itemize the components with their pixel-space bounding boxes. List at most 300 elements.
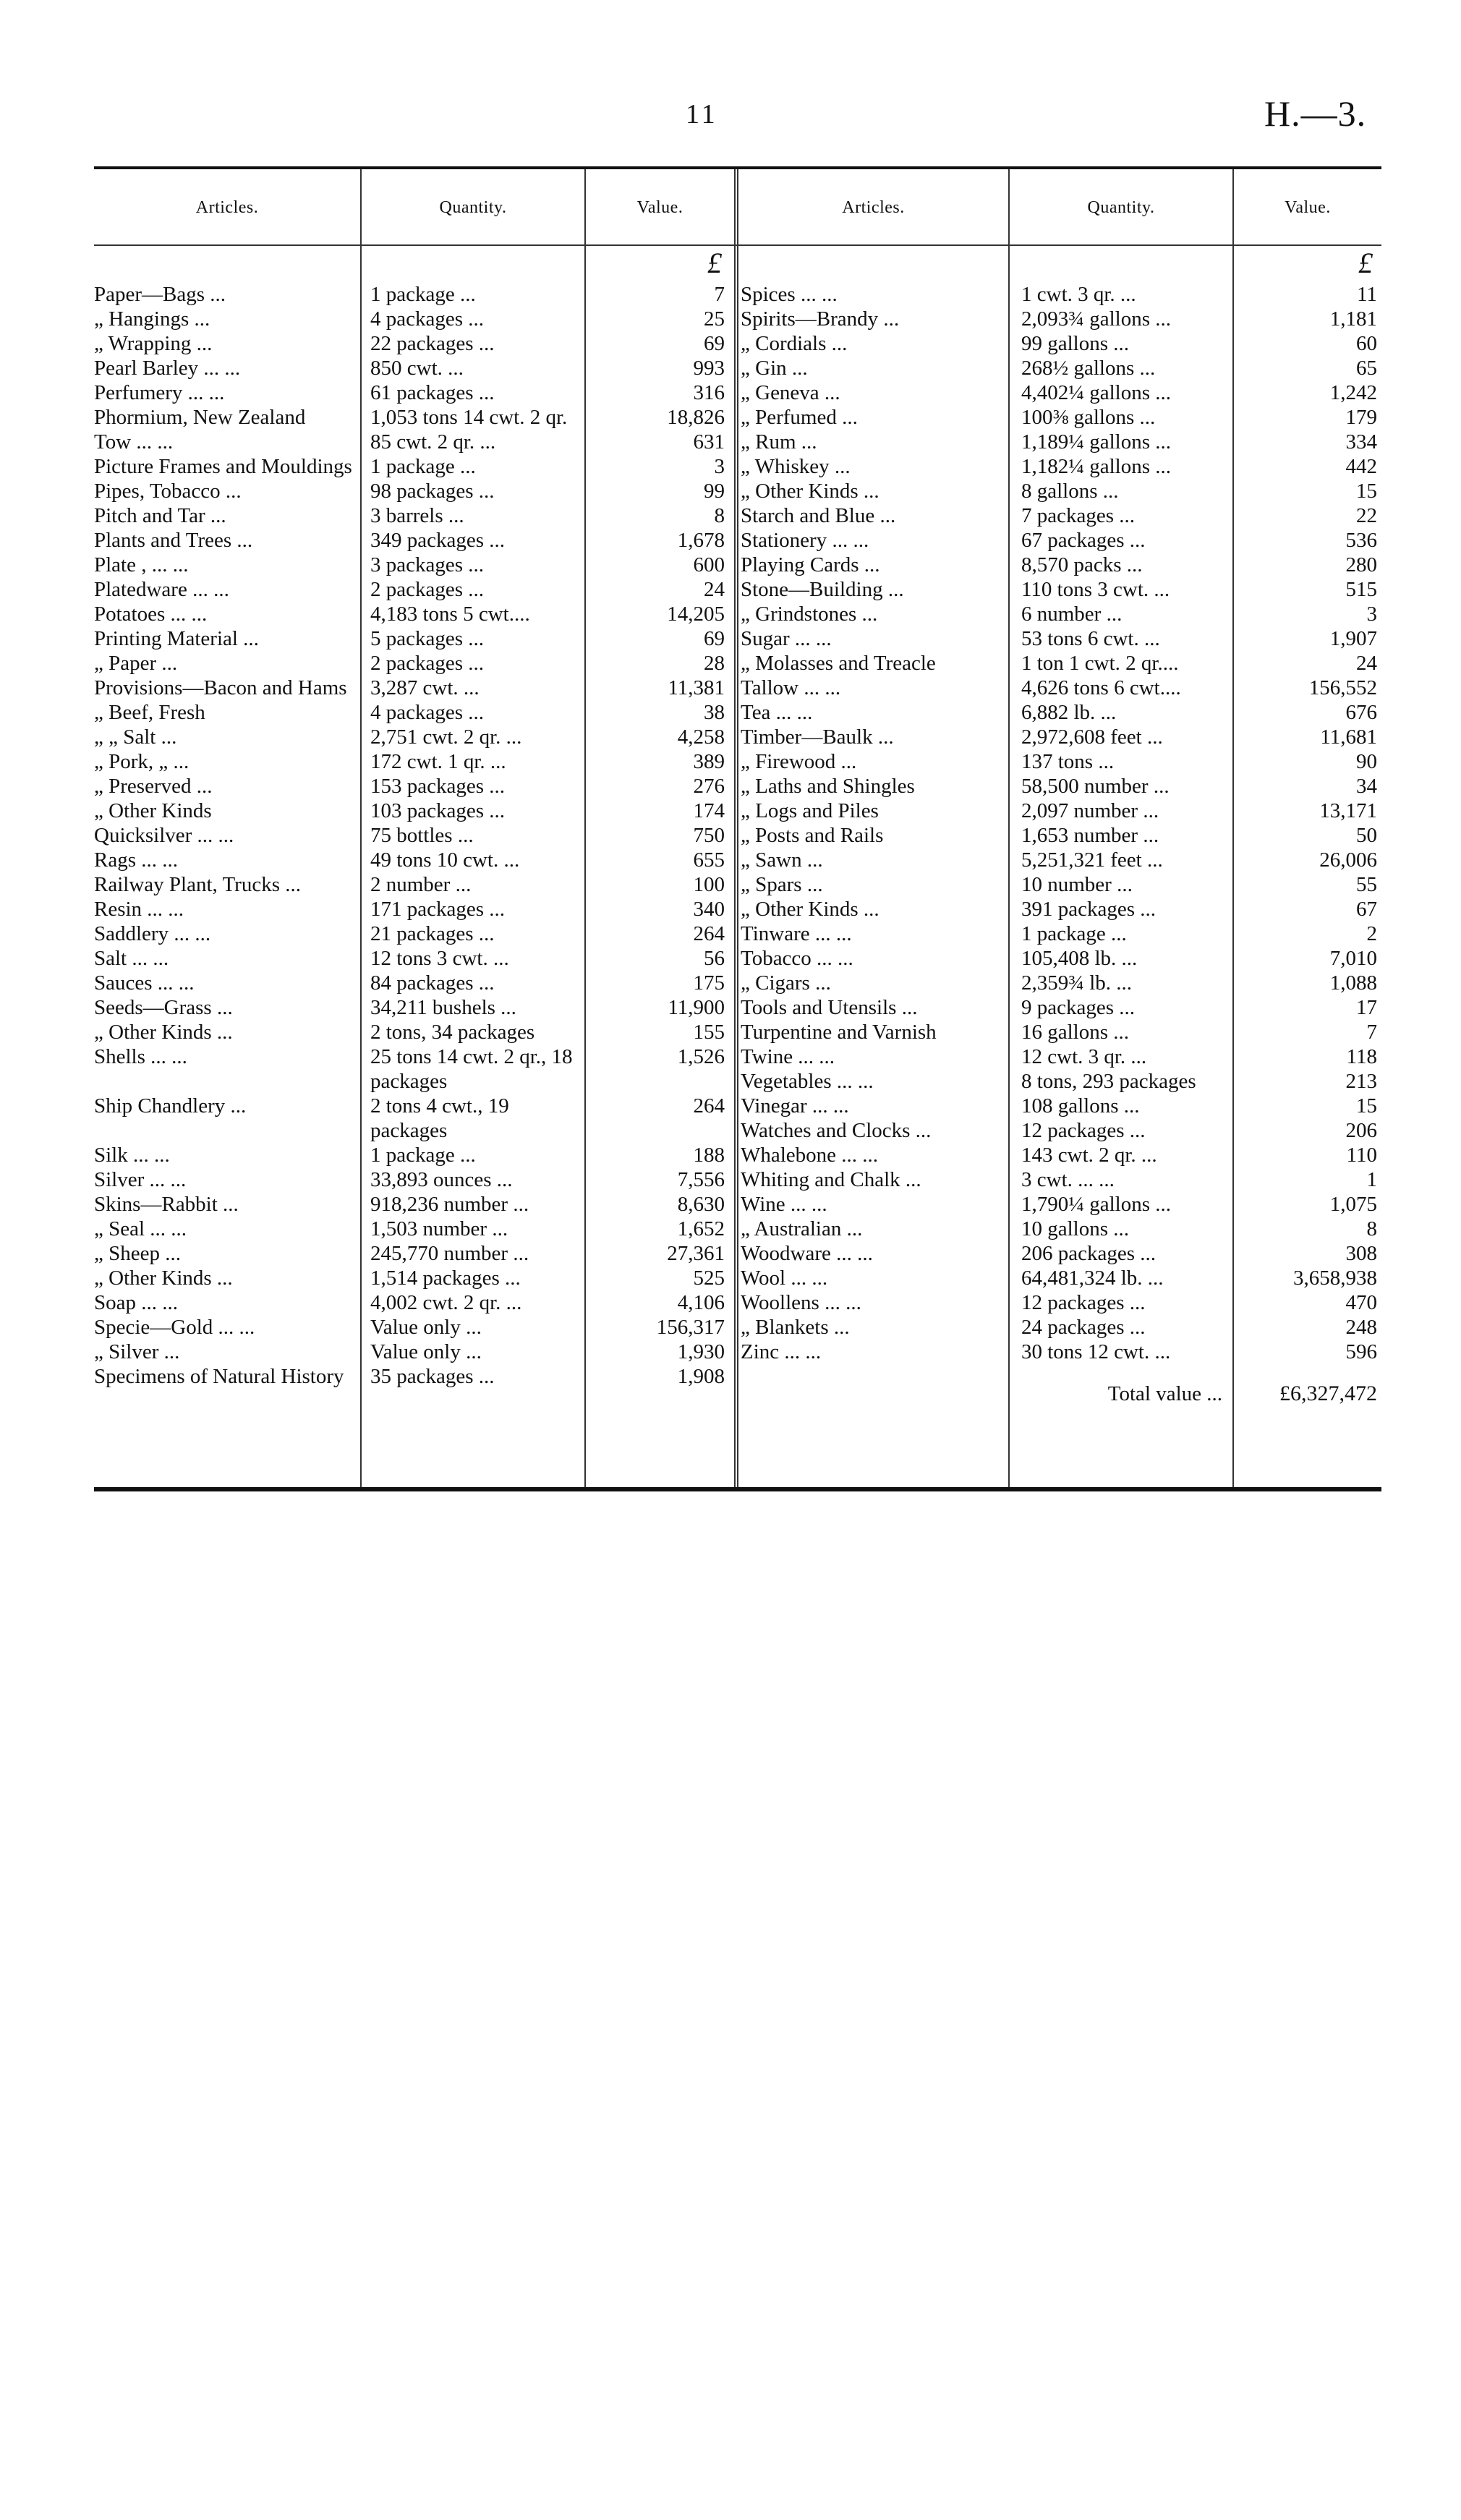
row-quantity: 2,972,608 feet ... bbox=[1021, 725, 1163, 749]
row-value: 90 bbox=[1356, 750, 1377, 773]
row-article: „ Other Kinds ... bbox=[741, 480, 879, 503]
row-quantity: 21 packages ... bbox=[370, 922, 495, 945]
row-quantity: 3 barrels ... bbox=[370, 504, 464, 527]
row-value: 2 bbox=[1366, 922, 1377, 945]
table-row bbox=[94, 1020, 730, 1044]
table-row bbox=[741, 1020, 1381, 1044]
table-row bbox=[94, 1290, 730, 1315]
row-quantity: 4,402¼ gallons ... bbox=[1021, 381, 1172, 404]
row-quantity: 1,790¼ gallons ... bbox=[1021, 1193, 1172, 1216]
row-article: „ Perfumed ... bbox=[741, 406, 858, 429]
row-quantity: 1 ton 1 cwt. 2 qr.... bbox=[1021, 652, 1179, 675]
total-value: £6,327,472 bbox=[1279, 1382, 1377, 1405]
table-row bbox=[94, 799, 730, 823]
table-row bbox=[741, 749, 1381, 774]
row-article: Platedware ... ... bbox=[94, 578, 229, 601]
table-row bbox=[741, 430, 1381, 454]
row-value: 11,381 bbox=[668, 676, 725, 699]
row-value: 280 bbox=[1345, 553, 1377, 576]
row-quantity: 1 package ... bbox=[1021, 922, 1127, 945]
row-article: „ Sawn ... bbox=[741, 848, 823, 872]
row-quantity: 2,359¾ lb. ... bbox=[1021, 971, 1133, 995]
total-label: Total value ... bbox=[1107, 1382, 1222, 1405]
table-row bbox=[94, 995, 730, 1020]
row-value: 156,317 bbox=[656, 1316, 725, 1339]
table-row bbox=[741, 1217, 1381, 1241]
table-row bbox=[94, 676, 730, 700]
table-row bbox=[94, 430, 730, 454]
row-value: 993 bbox=[693, 357, 725, 380]
row-article: „ Pork, „ ... bbox=[94, 750, 189, 773]
row-value: 596 bbox=[1345, 1340, 1377, 1363]
table-row bbox=[94, 380, 730, 405]
row-article: „ Australian ... bbox=[741, 1217, 863, 1240]
center-double-divider bbox=[734, 169, 738, 1487]
row-value: 1,930 bbox=[677, 1340, 725, 1363]
row-quantity: 64,481,324 lb. ... bbox=[1021, 1267, 1164, 1290]
row-value: 34 bbox=[1356, 775, 1377, 798]
row-quantity: 4,626 tons 6 cwt.... bbox=[1021, 676, 1181, 699]
row-quantity: 103 packages ... bbox=[370, 799, 506, 822]
row-article: Tobacco ... ... bbox=[741, 947, 853, 970]
table-row bbox=[741, 602, 1381, 626]
row-quantity: 98 packages ... bbox=[370, 480, 495, 503]
table-row bbox=[741, 1315, 1381, 1340]
row-value: 1,678 bbox=[677, 529, 725, 552]
table-row bbox=[94, 848, 730, 872]
table-row bbox=[94, 1044, 730, 1094]
row-article: Watches and Clocks ... bbox=[741, 1119, 932, 1142]
row-article: Phormium, New Zealand bbox=[94, 406, 306, 429]
row-article: „ Preserved ... bbox=[94, 775, 213, 798]
row-article: Vinegar ... ... bbox=[741, 1094, 849, 1118]
row-value: 7,556 bbox=[677, 1168, 725, 1191]
row-value: 50 bbox=[1356, 824, 1377, 847]
row-quantity: 105,408 lb. ... bbox=[1021, 947, 1138, 970]
row-article: Spices ... ... bbox=[741, 283, 838, 306]
row-article: Tinware ... ... bbox=[741, 922, 852, 945]
table-row bbox=[741, 577, 1381, 602]
table-row bbox=[94, 626, 730, 651]
row-value: 442 bbox=[1345, 455, 1377, 478]
row-article: „ Sheep ... bbox=[94, 1242, 181, 1265]
row-quantity: 58,500 number ... bbox=[1021, 775, 1170, 798]
table-row bbox=[94, 405, 730, 430]
row-value: 600 bbox=[693, 553, 725, 576]
table-row bbox=[741, 528, 1381, 553]
table-row bbox=[741, 1266, 1381, 1290]
row-article: „ Paper ... bbox=[94, 652, 178, 675]
row-quantity: 3 cwt. ... ... bbox=[1021, 1168, 1115, 1191]
table-row bbox=[741, 1167, 1381, 1192]
row-article: Whiting and Chalk ... bbox=[741, 1168, 921, 1191]
row-article: Shells ... ... bbox=[94, 1045, 187, 1068]
table-row bbox=[741, 823, 1381, 848]
row-quantity: 5,251,321 feet ... bbox=[1021, 848, 1163, 872]
row-quantity: 35 packages ... bbox=[370, 1365, 495, 1388]
row-article: „ Geneva ... bbox=[741, 381, 840, 404]
row-quantity: 2,097 number ... bbox=[1021, 799, 1159, 822]
row-value: 174 bbox=[693, 799, 725, 822]
row-value: 276 bbox=[693, 775, 725, 798]
row-value: 8 bbox=[714, 504, 725, 527]
table-row bbox=[94, 1241, 730, 1266]
row-value: 7 bbox=[1366, 1021, 1377, 1044]
row-quantity: 12 packages ... bbox=[1021, 1119, 1146, 1142]
row-quantity: 6 number ... bbox=[1021, 603, 1123, 626]
row-article: „ Molasses and Treacle bbox=[741, 652, 936, 675]
row-quantity: 34,211 bushels ... bbox=[370, 996, 516, 1019]
row-quantity: 7 packages ... bbox=[1021, 504, 1136, 527]
table-row bbox=[741, 995, 1381, 1020]
row-article: Wool ... ... bbox=[741, 1267, 828, 1290]
row-article: Printing Material ... bbox=[94, 627, 259, 650]
row-article: Plate , ... ... bbox=[94, 553, 189, 576]
table-row bbox=[741, 454, 1381, 479]
row-quantity: 171 packages ... bbox=[370, 898, 506, 921]
row-quantity: 84 packages ... bbox=[370, 971, 495, 995]
row-value: 7 bbox=[714, 283, 725, 306]
row-quantity: 391 packages ... bbox=[1021, 898, 1157, 921]
row-quantity: 61 packages ... bbox=[370, 381, 495, 404]
table-row bbox=[94, 897, 730, 921]
row-article: „ Blankets ... bbox=[741, 1316, 850, 1339]
row-value: 25 bbox=[704, 307, 725, 331]
row-value: 69 bbox=[704, 627, 725, 650]
table-row bbox=[94, 1192, 730, 1217]
row-article: Plants and Trees ... bbox=[94, 529, 253, 552]
table-row bbox=[94, 454, 730, 479]
row-article: Playing Cards ... bbox=[741, 553, 880, 576]
row-value: 316 bbox=[693, 381, 725, 404]
table-row bbox=[94, 479, 730, 503]
table-row bbox=[94, 1315, 730, 1340]
table-row bbox=[741, 774, 1381, 799]
table-row bbox=[94, 282, 730, 307]
row-article: „ Gin ... bbox=[741, 357, 808, 380]
table-row bbox=[741, 1290, 1381, 1315]
row-quantity: 268½ gallons ... bbox=[1021, 357, 1156, 380]
table-row bbox=[94, 1340, 730, 1364]
row-value: 525 bbox=[693, 1267, 725, 1290]
row-quantity: 1 package ... bbox=[370, 455, 476, 478]
row-value: 515 bbox=[1345, 578, 1377, 601]
table-row bbox=[741, 848, 1381, 872]
table-row bbox=[741, 725, 1381, 749]
row-value: 55 bbox=[1356, 873, 1377, 896]
table-row bbox=[741, 651, 1381, 676]
table-row bbox=[94, 577, 730, 602]
table-row bbox=[741, 380, 1381, 405]
row-article: „ Beef, Fresh bbox=[94, 701, 205, 724]
row-value: 750 bbox=[693, 824, 725, 847]
table-row bbox=[94, 872, 730, 897]
row-article: „ Other Kinds bbox=[94, 799, 212, 822]
row-article: „ Other Kinds ... bbox=[741, 898, 879, 921]
table-row bbox=[94, 921, 730, 946]
row-quantity: 137 tons ... bbox=[1021, 750, 1115, 773]
row-value: 179 bbox=[1345, 406, 1377, 429]
table-row bbox=[741, 799, 1381, 823]
table-row bbox=[94, 356, 730, 380]
row-article: Woodware ... ... bbox=[741, 1242, 873, 1265]
row-value: 17 bbox=[1356, 996, 1377, 1019]
row-article: „ Whiskey ... bbox=[741, 455, 851, 478]
row-article: Timber—Baulk ... bbox=[741, 725, 894, 749]
table-row bbox=[741, 405, 1381, 430]
table-row bbox=[94, 946, 730, 971]
row-value: 4,106 bbox=[677, 1291, 725, 1314]
row-value: 1,088 bbox=[1329, 971, 1377, 995]
row-value: 175 bbox=[693, 971, 725, 995]
row-quantity: 2 tons, 34 packages bbox=[370, 1021, 535, 1044]
row-article: „ Cordials ... bbox=[741, 332, 848, 355]
page-number: 11 bbox=[686, 99, 718, 129]
row-article: Salt ... ... bbox=[94, 947, 169, 970]
row-value: 26,006 bbox=[1319, 848, 1377, 872]
row-quantity: 53 tons 6 cwt. ... bbox=[1021, 627, 1160, 650]
row-value: 27,361 bbox=[667, 1242, 725, 1265]
row-article: Provisions—Bacon and Hams bbox=[94, 676, 347, 699]
table-row bbox=[741, 921, 1381, 946]
table-row bbox=[94, 1094, 730, 1143]
row-quantity: 108 gallons ... bbox=[1021, 1094, 1140, 1118]
table-row bbox=[741, 331, 1381, 356]
row-article: Stationery ... ... bbox=[741, 529, 869, 552]
row-article: Potatoes ... ... bbox=[94, 603, 208, 626]
row-quantity: 24 packages ... bbox=[1021, 1316, 1146, 1339]
row-quantity: 75 bottles ... bbox=[370, 824, 474, 847]
row-article: „ Posts and Rails bbox=[741, 824, 884, 847]
row-quantity: 172 cwt. 1 qr. ... bbox=[370, 750, 506, 773]
row-quantity: 2 number ... bbox=[370, 873, 472, 896]
row-article: „ Other Kinds ... bbox=[94, 1021, 233, 1044]
right-half bbox=[741, 247, 1381, 1406]
row-article: Tallow ... ... bbox=[741, 676, 841, 699]
table-row bbox=[94, 725, 730, 749]
table-row bbox=[741, 356, 1381, 380]
row-value: 1,242 bbox=[1329, 381, 1377, 404]
row-quantity: 2 packages ... bbox=[370, 578, 485, 601]
row-quantity: 1,653 number ... bbox=[1021, 824, 1159, 847]
row-quantity: 5 packages ... bbox=[370, 627, 485, 650]
row-value: 1,181 bbox=[1329, 307, 1377, 331]
row-quantity: 349 packages ... bbox=[370, 529, 506, 552]
row-article: Paper—Bags ... bbox=[94, 283, 226, 306]
row-quantity: 850 cwt. ... bbox=[370, 357, 464, 380]
row-value: 1,908 bbox=[677, 1365, 725, 1388]
row-article: Tow ... ... bbox=[94, 430, 174, 454]
row-quantity: 1 package ... bbox=[370, 283, 476, 306]
row-value: 65 bbox=[1356, 357, 1377, 380]
row-quantity: 8 gallons ... bbox=[1021, 480, 1119, 503]
table-row bbox=[94, 307, 730, 331]
row-article: Pitch and Tar ... bbox=[94, 504, 226, 527]
table-row bbox=[94, 700, 730, 725]
row-quantity: 30 tons 12 cwt. ... bbox=[1021, 1340, 1171, 1363]
row-quantity: 4,002 cwt. 2 qr. ... bbox=[370, 1291, 522, 1314]
row-value: 60 bbox=[1356, 332, 1377, 355]
row-article: Specie—Gold ... ... bbox=[94, 1316, 255, 1339]
row-value: 99 bbox=[704, 480, 725, 503]
row-value: 334 bbox=[1345, 430, 1377, 454]
row-value: 15 bbox=[1356, 1094, 1377, 1118]
row-article: „ Other Kinds ... bbox=[94, 1267, 233, 1290]
row-quantity: 4 packages ... bbox=[370, 701, 485, 724]
row-article: „ Rum ... bbox=[741, 430, 817, 454]
row-value: 118 bbox=[1346, 1045, 1377, 1068]
table-row bbox=[741, 897, 1381, 921]
row-article: „ Spars ... bbox=[741, 873, 823, 896]
row-article: Railway Plant, Trucks ... bbox=[94, 873, 301, 896]
row-article: Vegetables ... ... bbox=[741, 1070, 874, 1093]
row-article: Quicksilver ... ... bbox=[94, 824, 234, 847]
document-code: H.—3. bbox=[1264, 93, 1367, 134]
row-value: 1,526 bbox=[677, 1045, 725, 1068]
header-quantity-right: Quantity. bbox=[1087, 198, 1155, 217]
table-row bbox=[94, 1364, 730, 1389]
row-value: 38 bbox=[704, 701, 725, 724]
table-row bbox=[741, 971, 1381, 995]
row-value: 188 bbox=[693, 1144, 725, 1167]
row-value: 14,205 bbox=[667, 603, 725, 626]
row-value: 22 bbox=[1356, 504, 1377, 527]
row-value: 470 bbox=[1345, 1291, 1377, 1314]
row-quantity: 110 tons 3 cwt. ... bbox=[1021, 578, 1170, 601]
table-row bbox=[94, 553, 730, 577]
row-article: „ Laths and Shingles bbox=[741, 775, 915, 798]
row-quantity: 10 number ... bbox=[1021, 873, 1133, 896]
row-quantity: 3 packages ... bbox=[370, 553, 485, 576]
row-article: Resin ... ... bbox=[94, 898, 184, 921]
row-value: 1,075 bbox=[1329, 1193, 1377, 1216]
imports-table bbox=[94, 166, 1381, 1497]
row-value: 340 bbox=[693, 898, 725, 921]
row-quantity: 1,514 packages ... bbox=[370, 1267, 521, 1290]
table-row bbox=[741, 282, 1381, 307]
row-quantity: 9 packages ... bbox=[1021, 996, 1136, 1019]
row-value: 13,171 bbox=[1319, 799, 1377, 822]
row-value: 67 bbox=[1356, 898, 1377, 921]
row-value: 264 bbox=[693, 1094, 725, 1118]
row-article: Perfumery ... ... bbox=[94, 381, 225, 404]
table-row bbox=[741, 872, 1381, 897]
table-row bbox=[741, 1192, 1381, 1217]
table-row bbox=[741, 307, 1381, 331]
row-quantity: 3,287 cwt. ... bbox=[370, 676, 480, 699]
row-quantity: 6,882 lb. ... bbox=[1021, 701, 1117, 724]
row-article: Silver ... ... bbox=[94, 1168, 187, 1191]
table-row bbox=[741, 1118, 1381, 1143]
row-quantity: 143 cwt. 2 qr. ... bbox=[1021, 1144, 1157, 1167]
table-row bbox=[94, 774, 730, 799]
row-article: „ Seal ... ... bbox=[94, 1217, 187, 1240]
row-quantity: 99 gallons ... bbox=[1021, 332, 1130, 355]
row-quantity: 49 tons 10 cwt. ... bbox=[370, 848, 520, 872]
row-value: 308 bbox=[1345, 1242, 1377, 1265]
table-row bbox=[94, 1167, 730, 1192]
row-quantity: 2 tons 4 cwt., 19 packages bbox=[370, 1094, 509, 1142]
row-value: 536 bbox=[1345, 529, 1377, 552]
row-article: „ Logs and Piles bbox=[741, 799, 879, 822]
row-article: Whalebone ... ... bbox=[741, 1144, 879, 1167]
row-quantity: 1,182¼ gallons ... bbox=[1021, 455, 1172, 478]
table-row bbox=[94, 749, 730, 774]
row-value: 3 bbox=[714, 455, 725, 478]
table-row bbox=[94, 1143, 730, 1167]
row-value: 155 bbox=[693, 1021, 725, 1044]
row-quantity: 4,183 tons 5 cwt.... bbox=[370, 603, 530, 626]
row-article: Tools and Utensils ... bbox=[741, 996, 918, 1019]
row-quantity: 1,053 tons 14 cwt. 2 qr. bbox=[370, 406, 568, 429]
row-value: 28 bbox=[704, 652, 725, 675]
row-article: Picture Frames and Mouldings bbox=[94, 455, 352, 478]
row-value: 69 bbox=[704, 332, 725, 355]
row-quantity: 10 gallons ... bbox=[1021, 1217, 1130, 1240]
row-article: Zinc ... ... bbox=[741, 1340, 822, 1363]
table-row bbox=[741, 1069, 1381, 1094]
row-article: Twine ... ... bbox=[741, 1045, 835, 1068]
row-quantity: 25 tons 14 cwt. 2 qr., 18 packages bbox=[370, 1045, 573, 1093]
row-value: 8 bbox=[1366, 1217, 1377, 1240]
row-quantity: 8,570 packs ... bbox=[1021, 553, 1143, 576]
row-quantity: 22 packages ... bbox=[370, 332, 495, 355]
table-row bbox=[741, 1094, 1381, 1118]
row-value: 11 bbox=[1357, 283, 1377, 306]
row-quantity: 1 package ... bbox=[370, 1144, 476, 1167]
row-value: 100 bbox=[693, 873, 725, 896]
row-quantity: 33,893 ounces ... bbox=[370, 1168, 513, 1191]
table-row bbox=[741, 503, 1381, 528]
row-quantity: 2,751 cwt. 2 qr. ... bbox=[370, 725, 522, 749]
row-value: 264 bbox=[693, 922, 725, 945]
row-quantity: 12 packages ... bbox=[1021, 1291, 1146, 1314]
table-row bbox=[94, 1217, 730, 1241]
row-quantity: 1,189¼ gallons ... bbox=[1021, 430, 1172, 454]
table-row bbox=[741, 1241, 1381, 1266]
row-quantity: 8 tons, 293 packages bbox=[1021, 1070, 1196, 1093]
row-article: Rags ... ... bbox=[94, 848, 178, 872]
row-article: „ „ Salt ... bbox=[94, 725, 177, 749]
row-value: 248 bbox=[1345, 1316, 1377, 1339]
row-article: Turpentine and Varnish bbox=[741, 1021, 937, 1044]
row-quantity: 2 packages ... bbox=[370, 652, 485, 675]
row-article: Soap ... ... bbox=[94, 1291, 178, 1314]
row-value: 1,907 bbox=[1329, 627, 1377, 650]
row-article: Ship Chandlery ... bbox=[94, 1094, 247, 1118]
row-value: 11,681 bbox=[1320, 725, 1377, 749]
row-quantity: 100⅜ gallons ... bbox=[1021, 406, 1156, 429]
row-article: „ Hangings ... bbox=[94, 307, 210, 331]
table-bottom-rule bbox=[94, 1487, 1381, 1491]
row-value: 24 bbox=[1356, 652, 1377, 675]
row-quantity: 206 packages ... bbox=[1021, 1242, 1157, 1265]
row-quantity: 1 cwt. 3 qr. ... bbox=[1021, 283, 1136, 306]
left-half bbox=[94, 247, 730, 1389]
row-value: 11,900 bbox=[668, 996, 725, 1019]
table-row bbox=[94, 528, 730, 553]
row-article: Tea ... ... bbox=[741, 701, 813, 724]
row-article: Wine ... ... bbox=[741, 1193, 827, 1216]
header-value-left: Value. bbox=[636, 198, 683, 217]
row-value: 1 bbox=[1366, 1168, 1377, 1191]
table-row bbox=[94, 331, 730, 356]
table-row bbox=[741, 553, 1381, 577]
row-quantity: 2,093¾ gallons ... bbox=[1021, 307, 1172, 331]
row-quantity: 85 cwt. 2 qr. ... bbox=[370, 430, 496, 454]
table-row bbox=[94, 651, 730, 676]
row-value: 655 bbox=[693, 848, 725, 872]
